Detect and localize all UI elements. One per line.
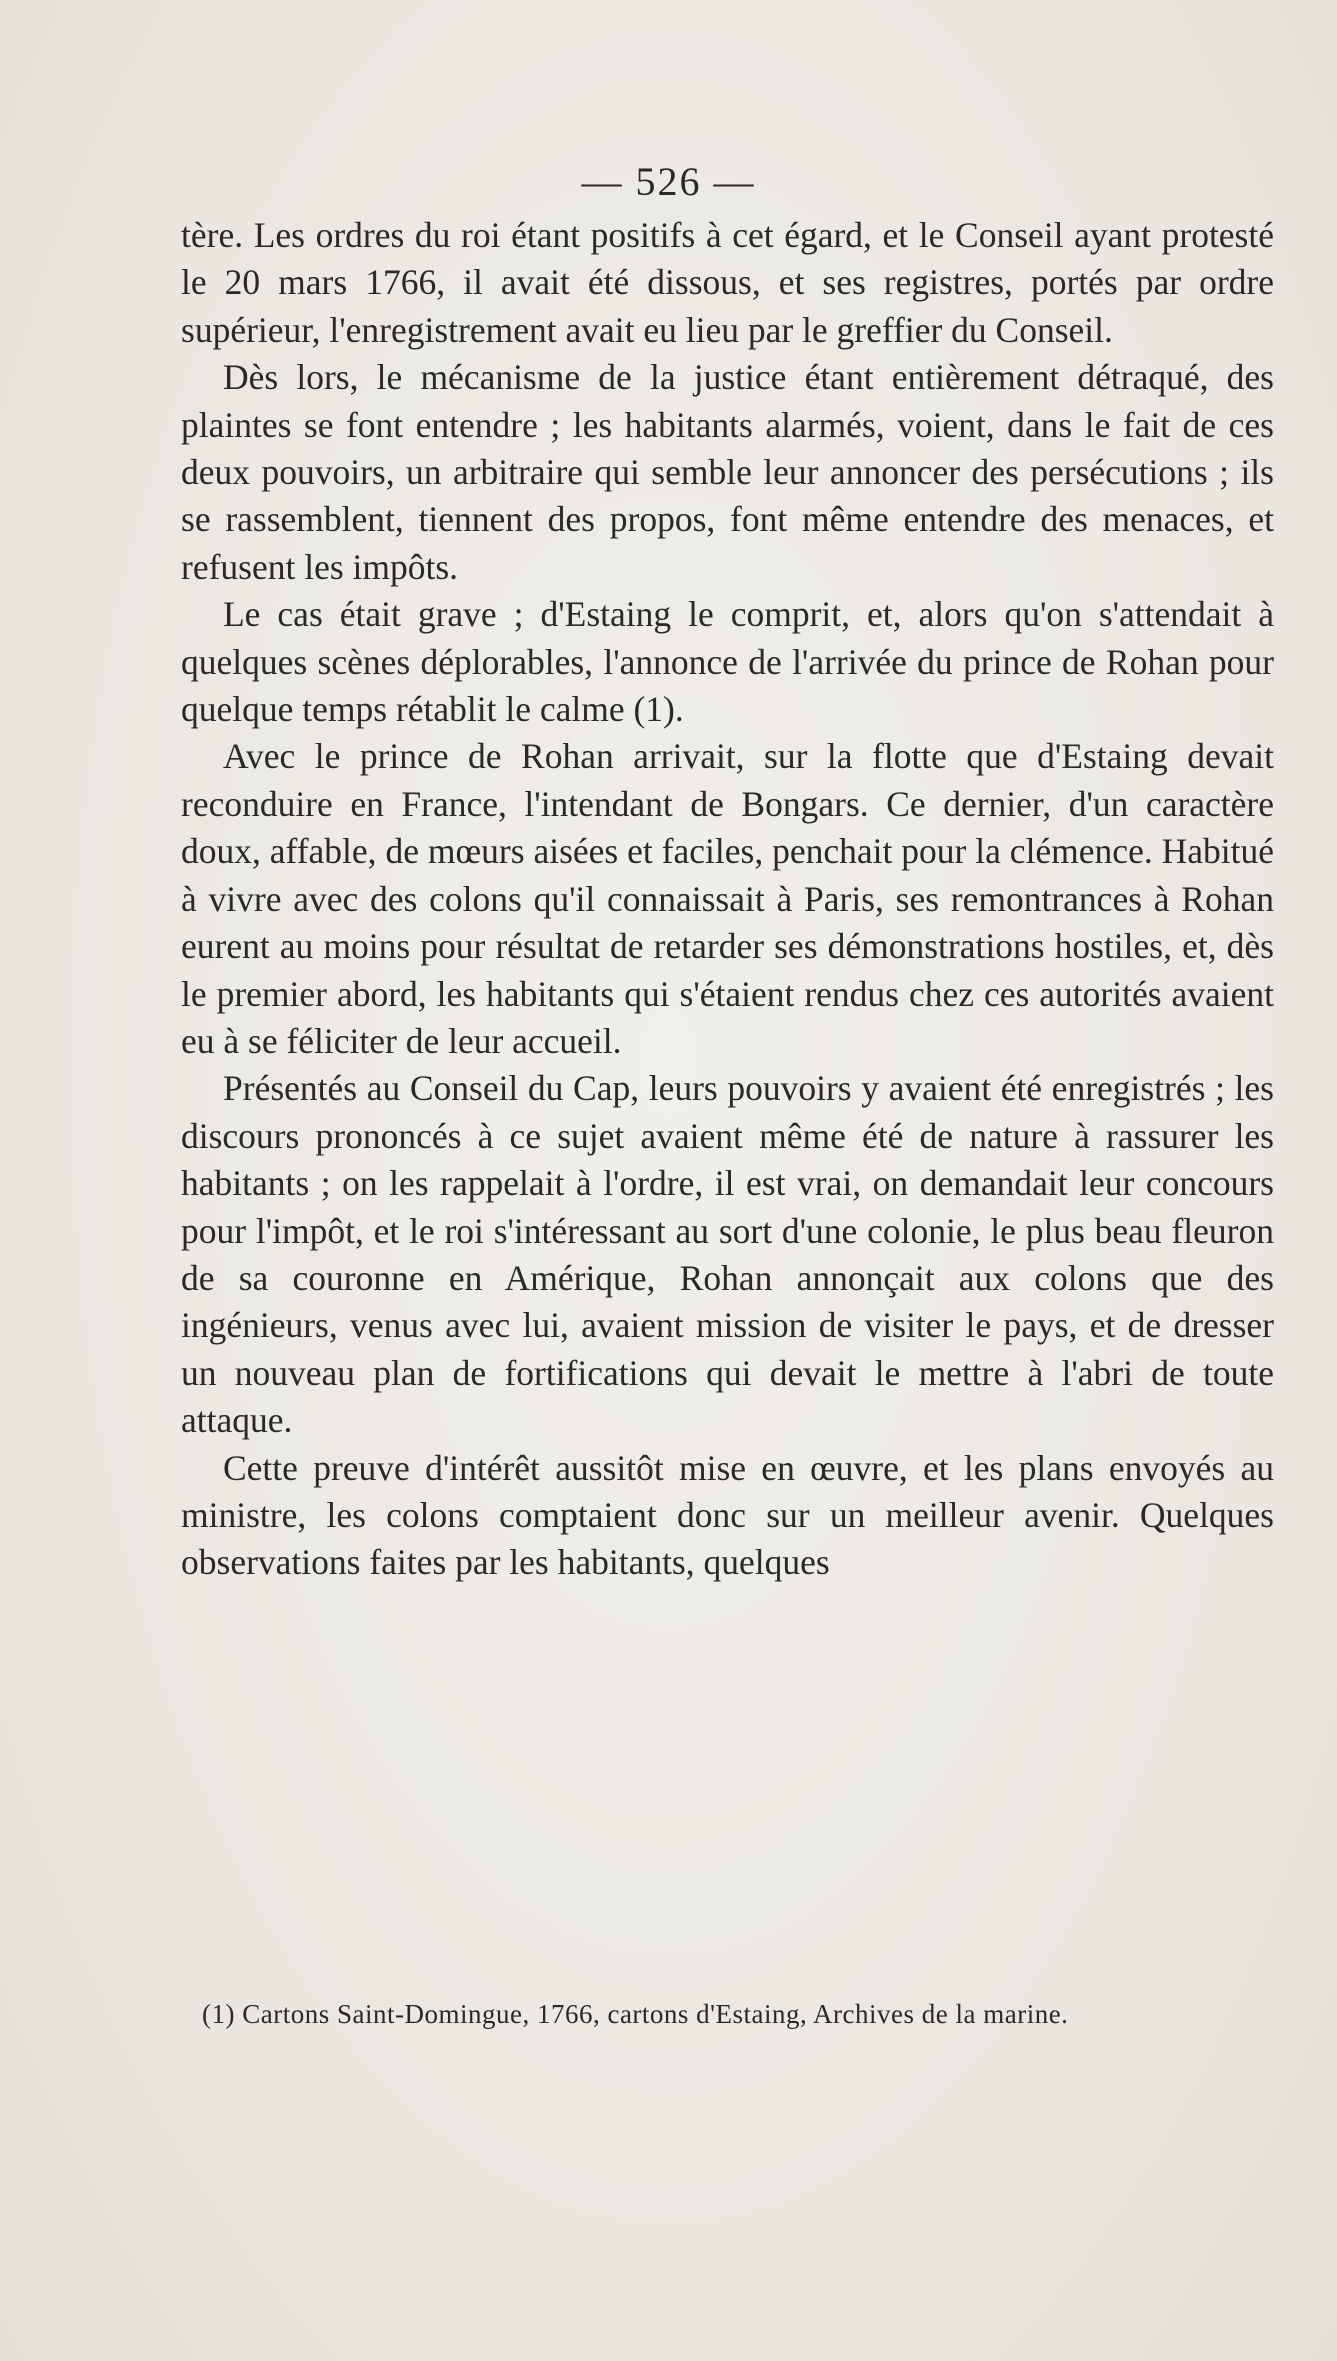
paragraph: Présentés au Conseil du Cap, leurs pouvoirs y avaient été enregistrés ; les discours prononcés à ce sujet avaient même été de nature à rassurer les habitants ; on les rappelait à l'ordre, il est vrai, on demandait leur concours pour l'impôt, et le roi s'intéressant au sort d'une colonie, le plus beau fleuron de sa couronne en Amérique, Rohan annonçait aux colons que des ingénieurs, venus avec lui, avaient mission de visiter le pays, et de dresser un nouveau plan de fortifications qui devait le mettre à l'abri de toute attaque. [181,1068,1274,1441]
page-number: — 526 — [581,159,756,204]
paragraph: Dès lors, le mécanisme de la justice étant entièrement détraqué, des plaintes se font entendre ; les habitants alarmés, voient, dans le fait de ces deux pouvoirs, un arbitraire qui semble leur annoncer des persécutions ; ils se rassemblent, tiennent des propos, font même entendre des menaces, et refusent les impôts. [181,357,1274,587]
paragraph: Avec le prince de Rohan arrivait, sur la flotte que d'Estaing devait reconduire en France, l'intendant de Bongars. Ce dernier, d'un caractère doux, affable, de mœurs aisées et faciles, penchait pour la clémence. Habitué à vivre avec des colons qu'il connaissait à Paris, ses remontrances à Rohan eurent au moins pour résultat de retarder ses démonstrations hostiles, et, dès le premier abord, les habitants qui s'étaient rendus chez ces autorités avaient eu à se féliciter de leur accueil. [181,736,1274,1061]
body-text [181,212,1274,1587]
paragraph: Cette preuve d'intérêt aussitôt mise en œuvre, et les plans envoyés au ministre, les colons comptaient donc sur un meilleur avenir. Quelques observations faites par les habitants, quelques [181,1447,1274,1583]
paragraph: Le cas était grave ; d'Estaing le comprit, et, alors qu'on s'attendait à quelques scènes déplorables, l'annonce de l'arrivée du prince de Rohan pour quelque temps rétablit le calme (1). [181,594,1274,730]
paragraph-continuation: tère. Les ordres du roi étant positifs à cet égard, et le Conseil ayant protesté le 20 mars 1766, il avait été dissous, et ses registres, portés par ordre supérieur, l'enregistrement avait eu lieu par le greffier du Conseil. [181,215,1274,350]
footnote: (1) Cartons Saint-Domingue, 1766, cartons d'Estaing, Archives de la marine. [202,1999,1069,2029]
